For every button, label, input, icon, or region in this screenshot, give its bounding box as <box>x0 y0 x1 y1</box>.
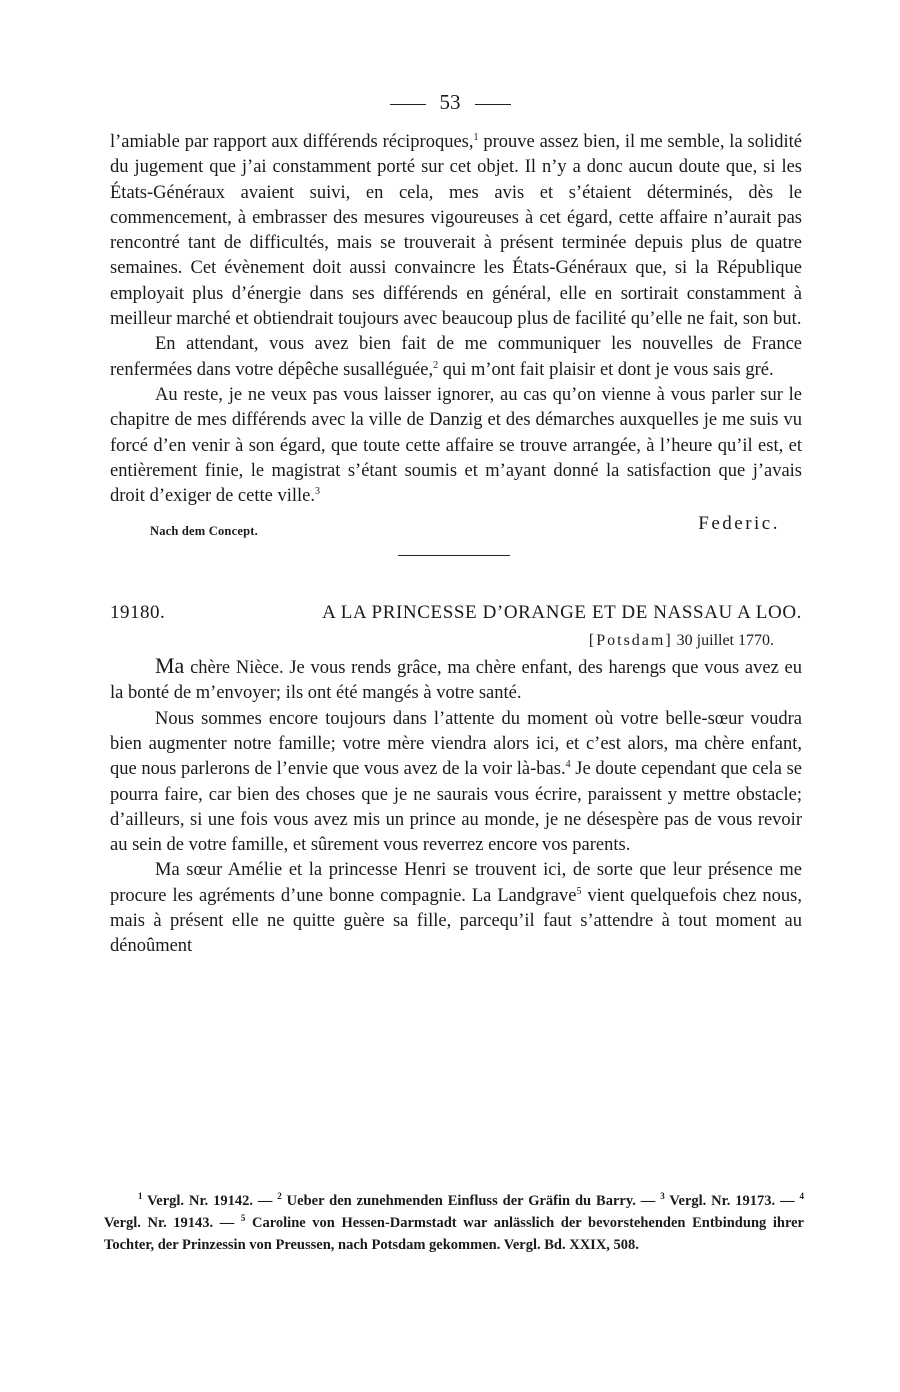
paragraph-3: Au reste, je ne veux pas vous laisser ignorer, au cas qu’on vienne à vous parler sur le chapitre de mes différends avec la ville de Danzig et des démarches auxquelles je me suis vu forcé d’en venir à son égard, que toute cette affaire se trouve arrangée, à l’heure qu’il est, et entièrement finie, le magistrat s’étant soumis et m’ayant donné la satisfaction que j’avais droit d’exiger de cette ville.$^3$ <box>110 384 802 507</box>
footnote-block: $^1$ Vergl. Nr. 19142. — $^2$ Ueber den zunehmenden Einfluss der Gräfin du Barry. — $^3$ Vergl. Nr. 19173. — $^4$ Vergl. Nr. 19143. — $^5$ Caroline von Hessen-Darmstadt war anlässlich der bevorstehenden Entbindung ihrer Tochter, der Prinzessin von Preussen, nach Potsdam gekommen. Vergl. Bd. XXIX, 508. <box>104 1191 804 1253</box>
main-text <box>110 130 802 960</box>
letter-number: 19180. <box>110 602 166 624</box>
letter-title: A LA PRINCESSE D’ORANGE ET DE NASSAU A LOO. <box>322 602 802 624</box>
section-divider <box>398 555 510 556</box>
paragraph-2: En attendant, vous avez bien fait de me communiquer les nouvelles de France renfermées dans votre dépêche susalléguée,$^2$ qui m’ont fait plaisir et dont je vous sais gré. <box>110 334 802 380</box>
letter-paragraph-3: Ma sœur Amélie et la princesse Henri se trouvent ici, de sorte que leur présence me procure les agréments d’une bonne compagnie. La Landgrave$^5$ vient quelquefois chez nous, mais à présent elle ne quitte guère sa fille, parcequ’il faut s’attendre à tout moment au dénoûment <box>110 860 802 957</box>
page-number: 53 <box>439 90 461 114</box>
letter-paragraph-1: Ma chère Nièce. Je vous rends grâce, ma chère enfant, des harengs que vous avez eu la bonté de m’envoyer; ils ont été mangés à votre santé. <box>110 653 802 704</box>
date: 30 juillet 1770. <box>672 631 774 649</box>
opening-word: Ma <box>155 653 185 679</box>
signature-line <box>110 511 802 541</box>
footnote-ref-1: 1 <box>473 131 479 143</box>
header-rule-left <box>390 104 426 105</box>
signature: Federic. <box>698 513 780 535</box>
letter-heading <box>110 600 802 625</box>
footnotes <box>104 1190 804 1256</box>
header-rule-right <box>475 104 511 105</box>
letter-paragraph-2: Nous sommes encore toujours dans l’attente du moment où votre belle-sœur voudra bien augmenter notre famille; votre mère viendra alors ici, et c’est alors, ma chère enfant, que nous parlerons de l’envie que vous avez de la voir là-bas.$^4$ Je doute cependant que cela se pourra faire, car bien des choses que je ne saurais vous écrire, paraissent y mettre obstacle; d’ailleurs, si une fois vous avez mis un prince au monde, je ne désespère pas de vous revoir au sein de votre famille, et sûrement vous reverrez encore vos parents. <box>110 708 802 856</box>
footnote-ref-3: 3 <box>314 486 320 497</box>
source-note: Nach dem Concept. <box>150 524 258 539</box>
dateline <box>110 628 774 653</box>
footnote-ref-4: 4 <box>565 759 571 771</box>
footnote-ref-2: 2 <box>433 359 439 371</box>
paragraph-1: l’amiable par rapport aux différends réciproques,$^1$ prouve assez bien, il me semble, la solidité du jugement que j’ai constamment porté sur cet objet. Il n’y a donc aucun doute que, si les États-Généraux avaient suivi, en cela, mes avis et s’étaient déterminés, dès le commencement, à embrasser des mesures vigoureuses à cet égard, cette affaire n’aurait pas rencontré tant de difficultés, mais se trouverait à présent terminée depuis plus de quatre semaines. Cet évènement doit aussi convaincre les États-Généraux que, si la République employait plus d’énergie dans ses différends en général, elle en sortirait constamment à meilleur marché et obtiendrait toujours avec beaucoup plus de facilité qu’elle ne fait, son but. <box>110 131 802 330</box>
footnote-ref-5: 5 <box>576 885 582 897</box>
page-header <box>0 88 900 116</box>
date-place: [Potsdam] <box>588 631 673 649</box>
